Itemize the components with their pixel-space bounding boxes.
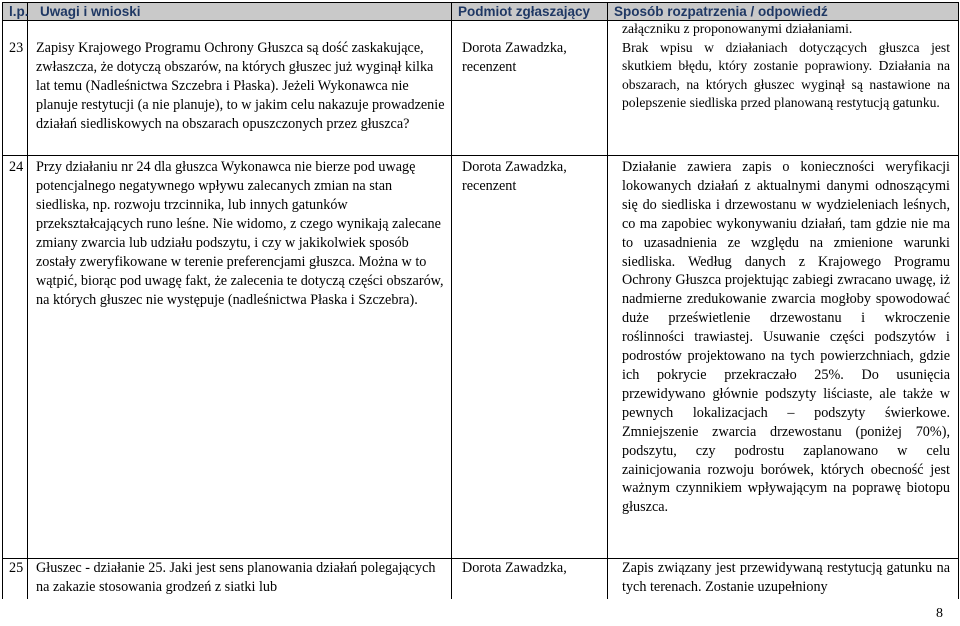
table-row	[3, 39, 959, 156]
row-uwagi: Zapisy Krajowego Programu Ochrony Głuszca są dość zaskakujące, zwłaszcza, że dotyczą obszarów, na których głuszec już wyginął kilka lat temu (Nadleśnictwa Szczebra i Płaska). Jeżeli Wykonawca nie planuje restytucji (a nie planuje), to w jakim celu nakazuje prowadzenie działań siedliskowych na obszarach opuszczonych przez głuszca?	[28, 39, 452, 156]
row-number: 24	[3, 156, 28, 559]
table-row	[3, 559, 959, 599]
row-number: 25	[3, 559, 28, 599]
comments-table	[2, 2, 959, 599]
header-lp: l.p.	[3, 3, 28, 21]
row-podmiot: Dorota Zawadzka, recenzent	[452, 39, 608, 156]
row-podmiot: Dorota Zawadzka,	[452, 559, 608, 599]
row-podmiot: Dorota Zawadzka, recenzent	[452, 156, 608, 559]
row-sposob: Zapis związany jest przewidywaną restytucją gatunku na tych terenach. Zostanie uzupełniony	[608, 559, 959, 599]
header-row	[3, 3, 959, 21]
table-row	[3, 156, 959, 559]
continuation-row	[3, 21, 959, 39]
row-uwagi: Głuszec - działanie 25. Jaki jest sens planowania działań polegających na zakazie stosowania grodzeń z siatki lub	[28, 559, 452, 599]
header-sposob: Sposób rozpatrzenia / odpowiedź	[608, 3, 959, 21]
continuation-sposob: załączniku z proponowanymi działaniami.	[608, 21, 959, 39]
header-uwagi: Uwagi i wnioski	[28, 3, 452, 21]
page-number: 8	[936, 606, 943, 621]
row-number: 23	[3, 39, 28, 156]
row-uwagi: Przy działaniu nr 24 dla głuszca Wykonawca nie bierze pod uwagę potencjalnego negatywnego wpływu zalecanych zmian na stan siedliska, np. rozwoju trzcinnika, lub innych gatunków przekształcających runo leśne. Nie widomo, z czego wynikają zalecane zmiany zwarcia lub udziału podszytu, i czy w jakikolwiek sposób zostały zweryfikowane w terenie preferencjami głuszca. Można w to wątpić, biorąc pod uwagę fakt, że zalecenia te dotyczą części obszarów, na których głuszec nie występuje (nadleśnictwa Płaska i Szczebra).	[28, 156, 452, 559]
row-sposob: Działanie zawiera zapis o konieczności weryfikacji lokowanych działań z aktualnymi danymi odnoszącymi się do siedliska i drzewostanu w wydzieleniach leśnych, co ma zapobiec wykonywaniu działań, tam gdzie nie ma to uzasadnienia ze względu na zmienione warunki siedliska. Według danych z Krajowego Programu Ochrony Głuszca projektując zabiegi zwracano uwagę, iż nadmierne zredukowanie zwarcia mogłoby spowodować duże prześwietlenie drzewostanu i wkroczenie roślinności trawiastej. Usuwanie części podszytów i podrostów projektowano na tych powierzchniach, gdzie ich pokrycie przekraczało 25%. Do usunięcia przewidywano głównie podszyty liściaste, ale także w pewnych lokalizacjach – podszyty świerkowe. Zmniejszenie zwarcia drzewostanu (poniżej 70%), podszytu, czy podrostu zaplanowano w celu zainicjowania rozwoju borówek, których obecność jest ważnym czynnikiem wpływającym na poprawę biotopu głuszca.	[608, 156, 959, 559]
header-podmiot: Podmiot zgłaszający	[452, 3, 608, 21]
row-sposob: Brak wpisu w działaniach dotyczących głuszca jest skutkiem błędu, który zostanie poprawiony. Działania na obszarach, na których głuszec wyginął są nastawione na polepszenie siedliska przed planowaną restytucją gatunku.	[608, 39, 959, 156]
